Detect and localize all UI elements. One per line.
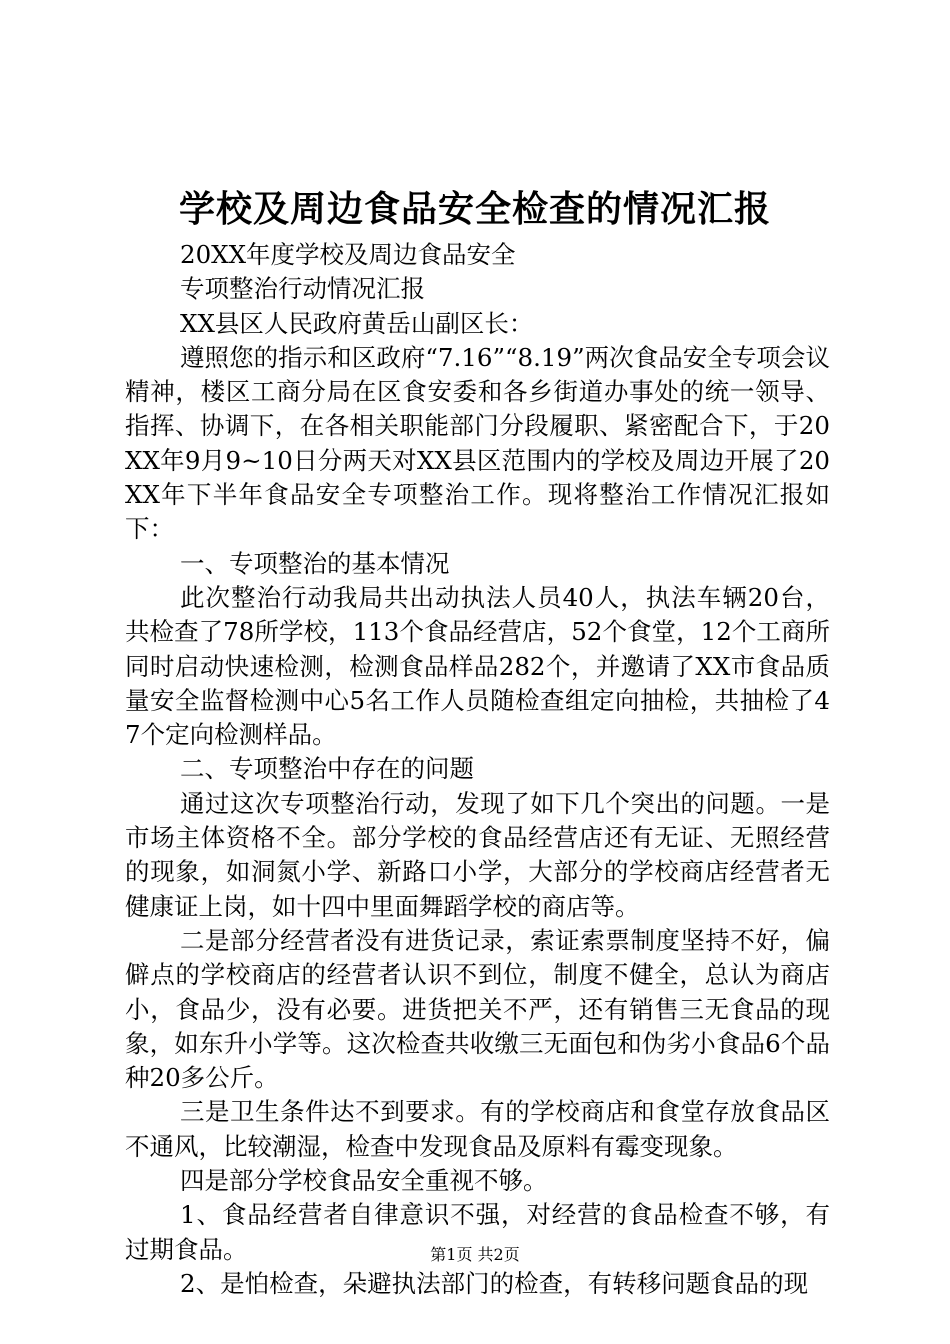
list-item-1: 1、食品经营者自律意识不强，对经营的食品检查不够，有过期食品。 bbox=[125, 1200, 830, 1264]
paragraph-problem-2: 二是部分经营者没有进货记录，索证索票制度坚持不好，偏僻点的学校商店的经营者认识不到位，制度不健全，总认为商店小，食品少，没有必要。进货把关不严，还有销售三无食品的现象，如东升小学等。这次检查共收缴三无面包和伪劣小食品6个品种20多公斤。 bbox=[125, 925, 830, 1093]
list-item-2: 2、是怕检查，朵避执法部门的检查，有转移问题食品的现 bbox=[180, 1268, 809, 1298]
paragraph-intro: 遵照您的指示和区政府“7.16”“8.19”两次食品安全专项会议精神，楼区工商分局在区食安委和各乡街道办事处的统一领导、指挥、协调下，在各相关职能部门分段履职、紧密配合下，于20XX年9月9~10日分两天对XX县区范围内的学校及周边开展了20XX年下半年食品安全专项整治工作。现将整治工作情况汇报如下： bbox=[125, 342, 830, 544]
document-title: 学校及周边食品安全检查的情况汇报 bbox=[178, 188, 771, 230]
paragraph-problem-3: 三是卫生条件达不到要求。有的学校商店和食堂存放食品区不通风，比较潮湿，检查中发现食品及原料有霉变现象。 bbox=[125, 1097, 830, 1161]
salutation: XX县区人民政府黄岳山副区长： bbox=[180, 308, 534, 338]
paragraph-basic-situation: 此次整治行动我局共出动执法人员40人，执法车辆20台，共检查了78所学校，113个食品经营店，52个食堂，12个工商所同时启动快速检测，检测食品样品282个，并邀请了XX市食品质量安全监督检测中心5名工作人员随检查组定向抽检，共抽检了47个定向检测样品。 bbox=[125, 582, 830, 750]
document-body bbox=[125, 238, 830, 1301]
paragraph-problem-4: 四是部分学校食品安全重视不够。 bbox=[180, 1166, 548, 1196]
subtitle-line-1: 20XX年度学校及周边食品安全 bbox=[180, 240, 516, 269]
page-number-footer: 第1页 共2页 bbox=[430, 1245, 520, 1264]
subtitle-line-2: 专项整治行动情况汇报 bbox=[180, 274, 425, 304]
section-heading-1: 一、专项整治的基本情况 bbox=[180, 548, 450, 578]
section-heading-2: 二、专项整治中存在的问题 bbox=[180, 754, 474, 784]
paragraph-problem-1: 通过这次专项整治行动，发现了如下几个突出的问题。一是市场主体资格不全。部分学校的食品经营店还有无证、无照经营的现象，如洞氮小学、新路口小学，大部分的学校商店经营者无健康证上岗，如十四中里面舞蹈学校的商店等。 bbox=[125, 788, 830, 921]
